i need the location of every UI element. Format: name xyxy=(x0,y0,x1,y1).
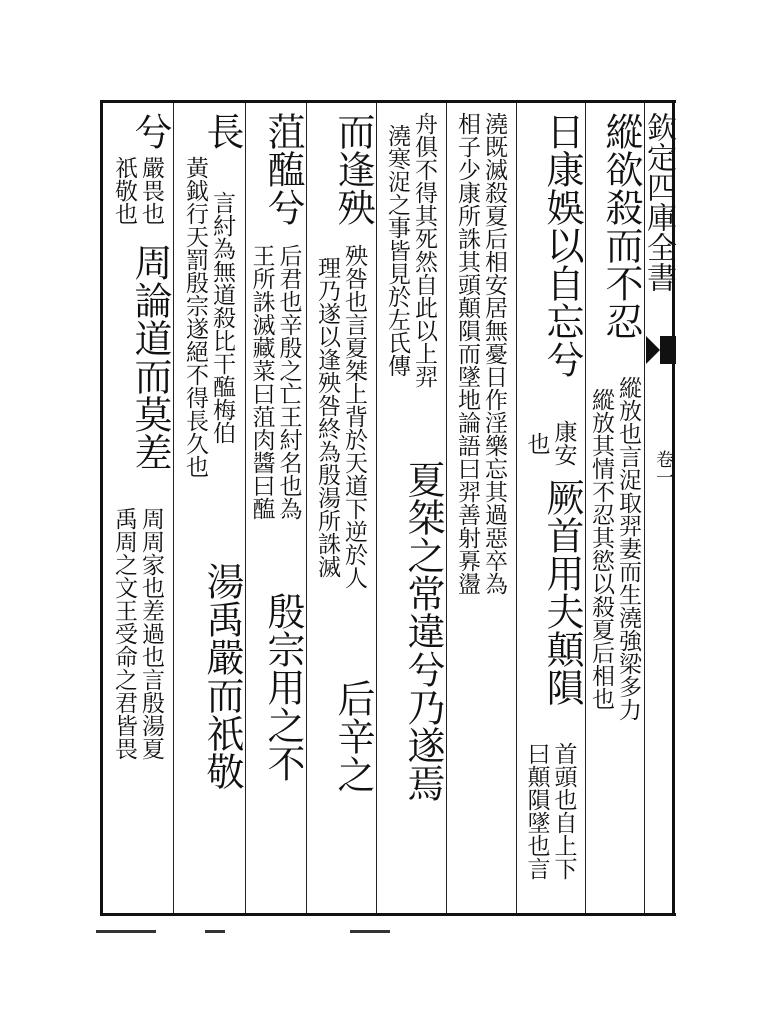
commentary-line: 也 xyxy=(523,431,550,455)
main-text: 兮 xyxy=(128,112,172,150)
main-text: 殷宗用之不 xyxy=(261,592,305,782)
text-column xyxy=(517,106,584,911)
commentary-line: 相子少康所誅其頭顛隕而墜地論語曰羿善射奡盪 xyxy=(454,112,480,595)
commentary-line: 曰顛隕墜也言 xyxy=(523,742,550,880)
commentary-line: 王所誅滅藏菜曰菹肉醬曰醢 xyxy=(248,244,275,520)
commentary-text xyxy=(249,244,303,520)
commentary-text xyxy=(384,112,438,388)
commentary-line: 首頭也自上下 xyxy=(550,742,577,880)
commentary-line: 殃咎也言夏桀上背於天道下逆於人 xyxy=(341,244,367,589)
commentary-text xyxy=(454,112,508,595)
commentary-line: 舟俱不得其死然自此以上羿 xyxy=(411,112,437,388)
fishtail-mark xyxy=(646,336,660,364)
commentary-text xyxy=(182,156,236,478)
main-text: 日康娛以自忘兮 xyxy=(540,112,584,378)
commentary-text xyxy=(588,376,642,721)
commentary-line: 周周家也差過也言殷湯夏 xyxy=(138,507,164,760)
main-text: 而逢殃 xyxy=(331,112,375,226)
main-text: 菹醢兮 xyxy=(261,112,305,226)
commentary-line: 理乃遂以逢殃咎終為殷湯所誅滅 xyxy=(314,255,340,578)
commentary-line: 康安 xyxy=(550,420,577,466)
scan-mark xyxy=(350,930,390,933)
text-column xyxy=(587,106,643,911)
main-text: 湯禹嚴而祇敬 xyxy=(200,562,244,790)
text-column xyxy=(104,106,172,911)
commentary-line: 縱放其情不忍其慾以殺夏后相也 xyxy=(588,387,614,710)
commentary-line: 禹周之文王受命之君皆畏 xyxy=(111,507,137,760)
volume-label: 卷一 xyxy=(653,450,674,486)
commentary-text xyxy=(111,507,165,760)
commentary-line: 澆既滅殺夏后相安居無憂日作淫樂忘其過惡卒為 xyxy=(481,112,507,595)
commentary-line: 祇敬也 xyxy=(111,156,137,225)
main-text: 長 xyxy=(200,112,244,150)
commentary-text xyxy=(524,420,578,466)
frame-bottom-border xyxy=(100,913,676,916)
fishtail-bar xyxy=(660,336,676,364)
text-column xyxy=(307,106,375,911)
commentary-line: 后君也辛殷之亡王紂名也為 xyxy=(275,244,302,520)
commentary-line: 黃鉞行天罰殷宗遂絕不得長久也 xyxy=(182,156,208,478)
text-column xyxy=(246,106,305,911)
text-column xyxy=(377,106,445,911)
main-text: 縱欲殺而不忍 xyxy=(599,112,643,340)
main-text: 周論道而莫差 xyxy=(128,243,172,471)
text-column xyxy=(447,106,515,911)
commentary-line: 澆寒浞之事皆見於左氏傳 xyxy=(384,123,410,377)
commentary-line: 言紂為無道殺比干醢梅伯 xyxy=(209,190,235,444)
main-text: 厥首用夫顛隕 xyxy=(540,478,584,706)
commentary-line: 嚴畏也 xyxy=(138,156,164,225)
commentary-line: 縱放也言浞取羿妻而生澆強梁多力 xyxy=(615,376,641,721)
commentary-text xyxy=(111,156,165,225)
main-text: 夏桀之常違兮乃遂焉 xyxy=(401,460,445,802)
frame-top-border xyxy=(100,100,676,103)
scan-mark xyxy=(96,930,156,933)
text-column xyxy=(174,106,244,911)
scan-mark xyxy=(205,930,225,933)
commentary-text xyxy=(314,244,368,589)
book-title: 欽定四庫全書 xyxy=(641,112,676,292)
frame-left-border xyxy=(100,100,103,916)
commentary-text xyxy=(524,742,578,880)
main-text: 后辛之 xyxy=(331,679,375,793)
